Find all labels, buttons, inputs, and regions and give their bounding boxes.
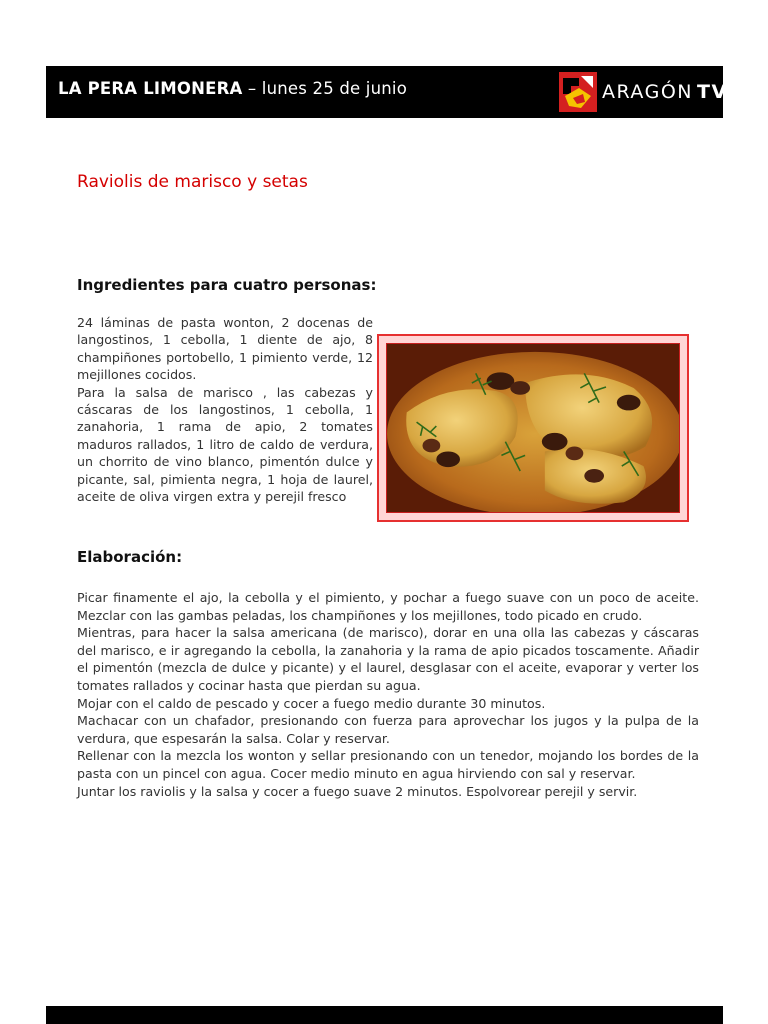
ingredients-text	[77, 314, 373, 505]
elaboration-paragraph: Picar finamente el ajo, la cebolla y el pimiento, y pochar a fuego suave con un poco de aceite. Mezclar con las gambas peladas, los champiñones y los mejillones, todo picado en crudo.	[77, 590, 699, 623]
header-date: – lunes 25 de junio	[242, 79, 407, 98]
recipe-title: Raviolis de marisco y setas	[77, 172, 308, 192]
elaboration-paragraph: Rellenar con la mezcla los wonton y sellar presionando con un tenedor, mojando los bordes de la pasta con un pincel con agua. Cocer medio minuto en agua hirviendo con sal y reservar.	[77, 748, 699, 781]
elaboration-paragraph: Machacar con un chafador, presionando con fuerza para aprovechar los jugos y la pulpa de la verdura, que espesarán la salsa. Colar y reservar.	[77, 713, 699, 746]
footer-bar	[46, 1006, 723, 1024]
logo-text	[602, 81, 728, 103]
aragon-tv-logo-icon	[559, 72, 597, 112]
aragon-tv-logo	[559, 72, 728, 112]
elaboration-text	[77, 589, 699, 800]
dish-photo	[386, 343, 680, 513]
logo-suffix: TV	[696, 81, 728, 103]
elaboration-paragraph: Mojar con el caldo de pescado y cocer a fuego medio durante 30 minutos.	[77, 695, 546, 711]
logo-name: ARAGÓN	[602, 81, 693, 103]
elaboration-paragraph: Juntar los raviolis y la salsa y cocer a fuego suave 2 minutos. Espolvorear perejil y servir.	[77, 783, 638, 799]
dish-photo-frame	[377, 334, 689, 522]
header-bar	[46, 66, 728, 118]
ingredients-paragraph: 24 láminas de pasta wonton, 2 docenas de langostinos, 1 cebolla, 1 diente de ajo, 8 champiñones portobello, 1 pimiento verde, 12 mejillones cocidos.	[77, 315, 373, 383]
header-title	[58, 79, 407, 98]
ingredients-paragraph: Para la salsa de marisco , las cabezas y cáscaras de los langostinos, 1 cebolla, 1 zanahoria, 1 rama de apio, 2 tomates maduros rallados, 1 litro de caldo de verdura, un chorrito de vino blanco, pimentón dulce y picante, sal, pimienta negra, 1 hoja de laurel, aceite de oliva virgen extra y perejil fresco	[77, 384, 373, 505]
elaboration-heading: Elaboración:	[77, 548, 183, 566]
ravioli-dish-photo	[387, 344, 679, 512]
show-name: LA PERA LIMONERA	[58, 79, 243, 98]
ingredients-heading: Ingredientes para cuatro personas:	[77, 276, 377, 294]
elaboration-paragraph: Mientras, para hacer la salsa americana (de marisco), dorar en una olla las cabezas y cáscaras del marisco, e ir agregando la cebolla, la zanahoria y la rama de apio picados toscamente. Añadir el pimentón (mezcla de dulce y picante) y el laurel, desglasar con el aceite, evaporar y verter los tomates rallados y cocinar hasta que pierdan su agua.	[77, 625, 699, 693]
